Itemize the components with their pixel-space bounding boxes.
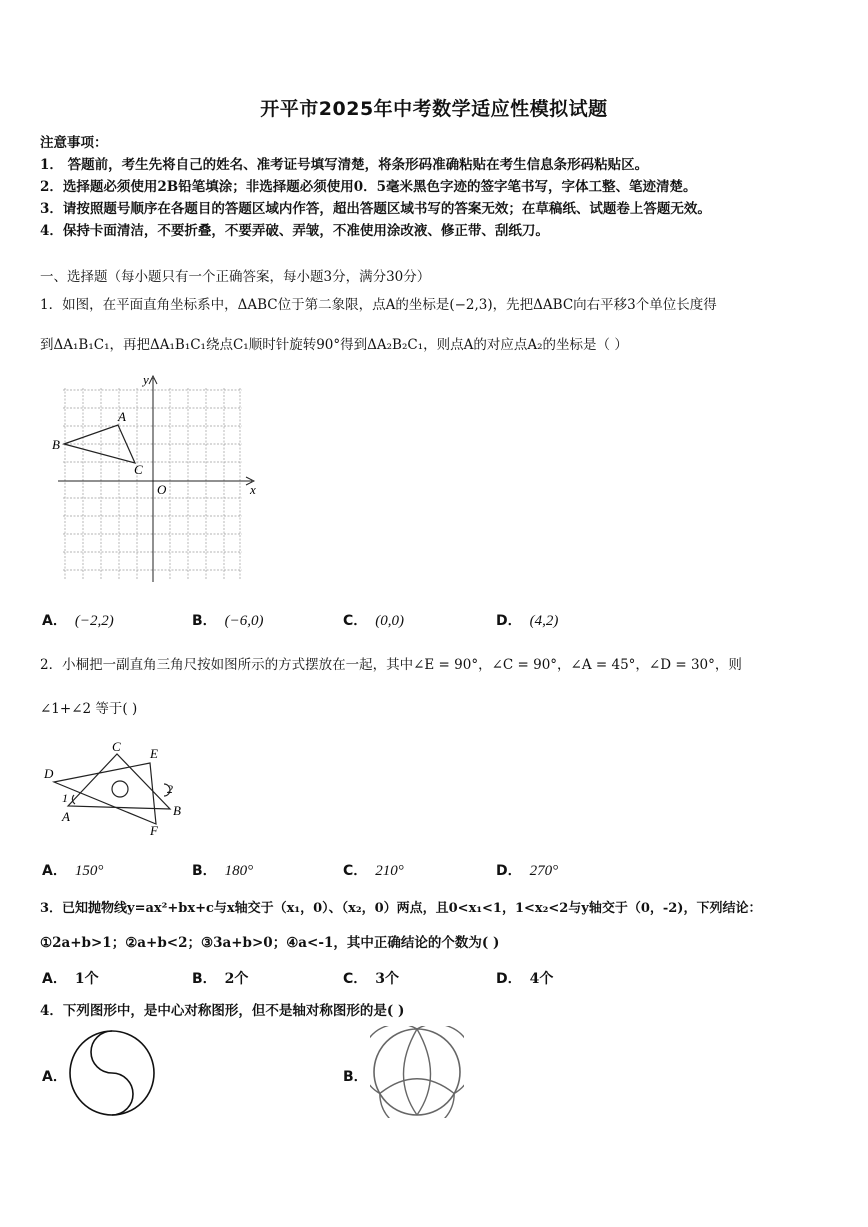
page-title: 开平市2025年中考数学适应性模拟试题 [260, 98, 608, 120]
q1-option-d[interactable]: D． (4,2) [496, 613, 559, 629]
q1-point-b-label: B [52, 437, 60, 452]
q2-text-line2: ∠1+∠2 等于( ) [40, 701, 138, 717]
notice-heading: 注意事项： [40, 135, 108, 151]
q2-option-c[interactable]: C． 210° [343, 863, 404, 879]
q3-option-c[interactable]: C． 3个 [343, 971, 400, 987]
q2-point-f-label: F [150, 823, 158, 838]
notice-item-3: 3．请按照题号顺序在各题目的答题区域内作答，超出答题区域书写的答案无效；在草稿纸、试题卷上答题无效。 [40, 201, 711, 217]
q2-point-e-label: E [150, 746, 158, 761]
q3-text-line2: ①2a+b>1；②a+b<2；③3a+b>0；④a<-1，其中正确结论的个数为( ) [40, 935, 500, 951]
section-heading: 一、选择题（每小题只有一个正确答案，每小题3分，满分30分） [40, 269, 431, 285]
q2-option-a[interactable]: A． 150° [42, 863, 104, 879]
q4-text-line1: 4．下列图形中，是中心对称图形，但不是轴对称图形的是( ) [40, 1003, 405, 1019]
q3-option-b[interactable]: B． 2个 [192, 971, 249, 987]
q1-point-c-label: C [134, 462, 143, 477]
q3-option-a[interactable]: A． 1个 [42, 971, 99, 987]
q3-option-d[interactable]: D． 4个 [496, 971, 554, 987]
q4-option-a[interactable]: A． [42, 1069, 67, 1085]
q1-option-b[interactable]: B． (−6,0) [192, 613, 264, 629]
q4-option-a-yinyang-figure [66, 1028, 158, 1118]
q2-point-d-label: D [44, 766, 54, 781]
q2-point-a-label: A [62, 809, 70, 824]
q3-text-line1: 3．已知抛物线y=ax²+bx+c与x轴交于（x₁，0）、（x₂，0）两点，且0<x₁<1，1<x₂<2与y轴交于（0，-2)，下列结论： [40, 901, 762, 916]
q1-origin-label: O [157, 482, 167, 497]
q2-angle-1-label: 1 [62, 791, 68, 805]
q4-option-b-circles-figure [370, 1026, 464, 1118]
q2-angle-2-label: 2 [167, 782, 173, 796]
q2-point-b-label: B [173, 803, 181, 818]
q1-coordinate-figure [50, 370, 260, 588]
q1-text-line1: 1．如图，在平面直角坐标系中，ΔABC位于第二象限，点A的坐标是(−2,3)，先把ΔABC向右平移3个单位长度得 [40, 297, 717, 313]
q2-option-b[interactable]: B． 180° [192, 863, 254, 879]
notice-item-4: 4．保持卡面清洁，不要折叠，不要弄破、弄皱，不准使用涂改液、修正带、刮纸刀。 [40, 223, 549, 239]
q2-triangles-figure [40, 738, 200, 838]
q1-text-line2: 到ΔA₁B₁C₁，再把ΔA₁B₁C₁绕点C₁顺时针旋转90°得到ΔA₂B₂C₁，则点A的对应点A₂的坐标是（ ） [40, 337, 628, 353]
notice-item-1: 1． 答题前，考生先将自己的姓名、准考证号填写清楚，将条形码准确粘贴在考生信息条形码粘贴区。 [40, 157, 649, 173]
q2-point-c-label: C [112, 739, 121, 754]
q1-option-a[interactable]: A． (−2,2) [42, 613, 114, 629]
q2-text-line1: 2．小桐把一副直角三角尺按如图所示的方式摆放在一起，其中∠E = 90°，∠C = 90°，∠A = 45°，∠D = 30°，则 [40, 657, 742, 673]
q1-axis-y-label: y [143, 372, 149, 387]
notice-item-2: 2．选择题必须使用2B铅笔填涂；非选择题必须使用0．5毫米黑色字迹的签字笔书写，字体工整、笔迹清楚。 [40, 179, 697, 195]
q4-option-b[interactable]: B． [343, 1069, 368, 1085]
q1-option-c[interactable]: C． (0,0) [343, 613, 405, 629]
q2-option-d[interactable]: D． 270° [496, 863, 559, 879]
q1-point-a-label: A [118, 409, 126, 424]
q1-axis-x-label: x [250, 482, 256, 497]
